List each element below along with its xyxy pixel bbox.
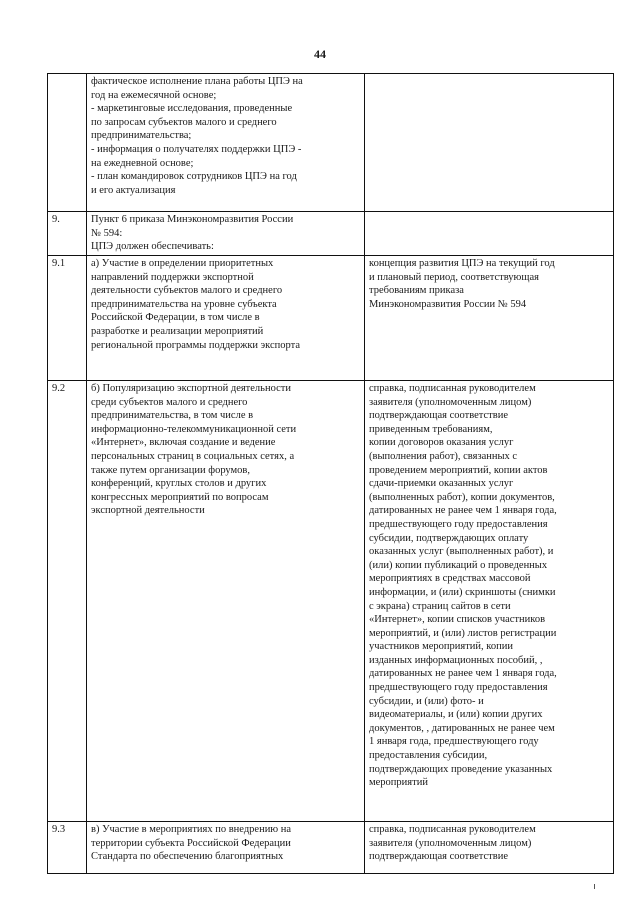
table-row	[48, 74, 614, 212]
table-row	[48, 256, 614, 381]
row-number	[48, 74, 87, 212]
table-row	[48, 381, 614, 822]
requirements-table	[47, 73, 614, 874]
requirement-cell: фактическое исполнение плана работы ЦПЭ на год на ежемесячной основе; - маркетинговые исследования, проведенные по запросам субъектов малого и среднего предпринимательства; - информация о получателях поддержки ЦПЭ - на ежедневной основе; - план командировок сотрудников ЦПЭ на год и его актуализация	[87, 74, 365, 212]
documents-cell: справка, подписанная руководителем заявителя (уполномоченным лицом) подтверждающая соответствие приведенным требованиям, копии договоров оказания услуг (выполнения работ), связанных с проведением мероприятий, копии актов сдачи-приемки оказанных услуг (выполненных работ), копии документов, датированных не ранее чем 1 января года, предшествующего году предоставления субсидии, подтверждающих оплату оказанных услуг (выполненных работ), и (или) копии публикаций о проведенных мероприятиях в средствах массовой информации, и (или) скриншоты (снимки с экрана) страниц сайтов в сети «Интернет», копии списков участников мероприятий, и (или) листов регистрации участников мероприятий, копии изданных информационных пособий, , датированных не ранее чем 1 января года, предшествующего году предоставления субсидии, и (или) фото- и видеоматериалы, и (или) копии других документов, , датированных не ранее чем 1 января года, предшествующего году предоставления субсидии, подтверждающих проведение указанных мероприятий	[365, 381, 614, 822]
row-number: 9.3	[48, 822, 87, 874]
scan-mark	[594, 884, 595, 889]
row-number: 9.	[48, 212, 87, 256]
table-row	[48, 212, 614, 256]
requirement-cell: Пункт 6 приказа Минэкономразвития России № 594: ЦПЭ должен обеспечивать:	[87, 212, 365, 256]
table-row	[48, 822, 614, 874]
requirement-cell: б) Популяризацию экспортной деятельности среди субъектов малого и среднего предпринимательства, в том числе в информационно-телекоммуникационной сети «Интернет», включая создание и ведение персональных страниц в социальных сетях, а также путем организации форумов, конференций, круглых столов и других конгрессных мероприятий по вопросам экспортной деятельности	[87, 381, 365, 822]
requirement-cell: а) Участие в определении приоритетных направлений поддержки экспортной деятельности субъектов малого и среднего предпринимательства на уровне субъекта Российской Федерации, в том числе в разработке и реализации мероприятий региональной программы поддержки экспорта	[87, 256, 365, 381]
row-number: 9.1	[48, 256, 87, 381]
row-number: 9.2	[48, 381, 87, 822]
documents-cell: концепция развития ЦПЭ на текущий год и плановый период, соответствующая требованиям приказа Минэкономразвития России № 594	[365, 256, 614, 381]
documents-cell	[365, 74, 614, 212]
documents-cell: справка, подписанная руководителем заявителя (уполномоченным лицом) подтверждающая соответствие	[365, 822, 614, 874]
requirement-cell: в) Участие в мероприятиях по внедрению на территории субъекта Российской Федерации Стандарта по обеспечению благоприятных	[87, 822, 365, 874]
documents-cell	[365, 212, 614, 256]
page-number: 44	[314, 47, 326, 61]
